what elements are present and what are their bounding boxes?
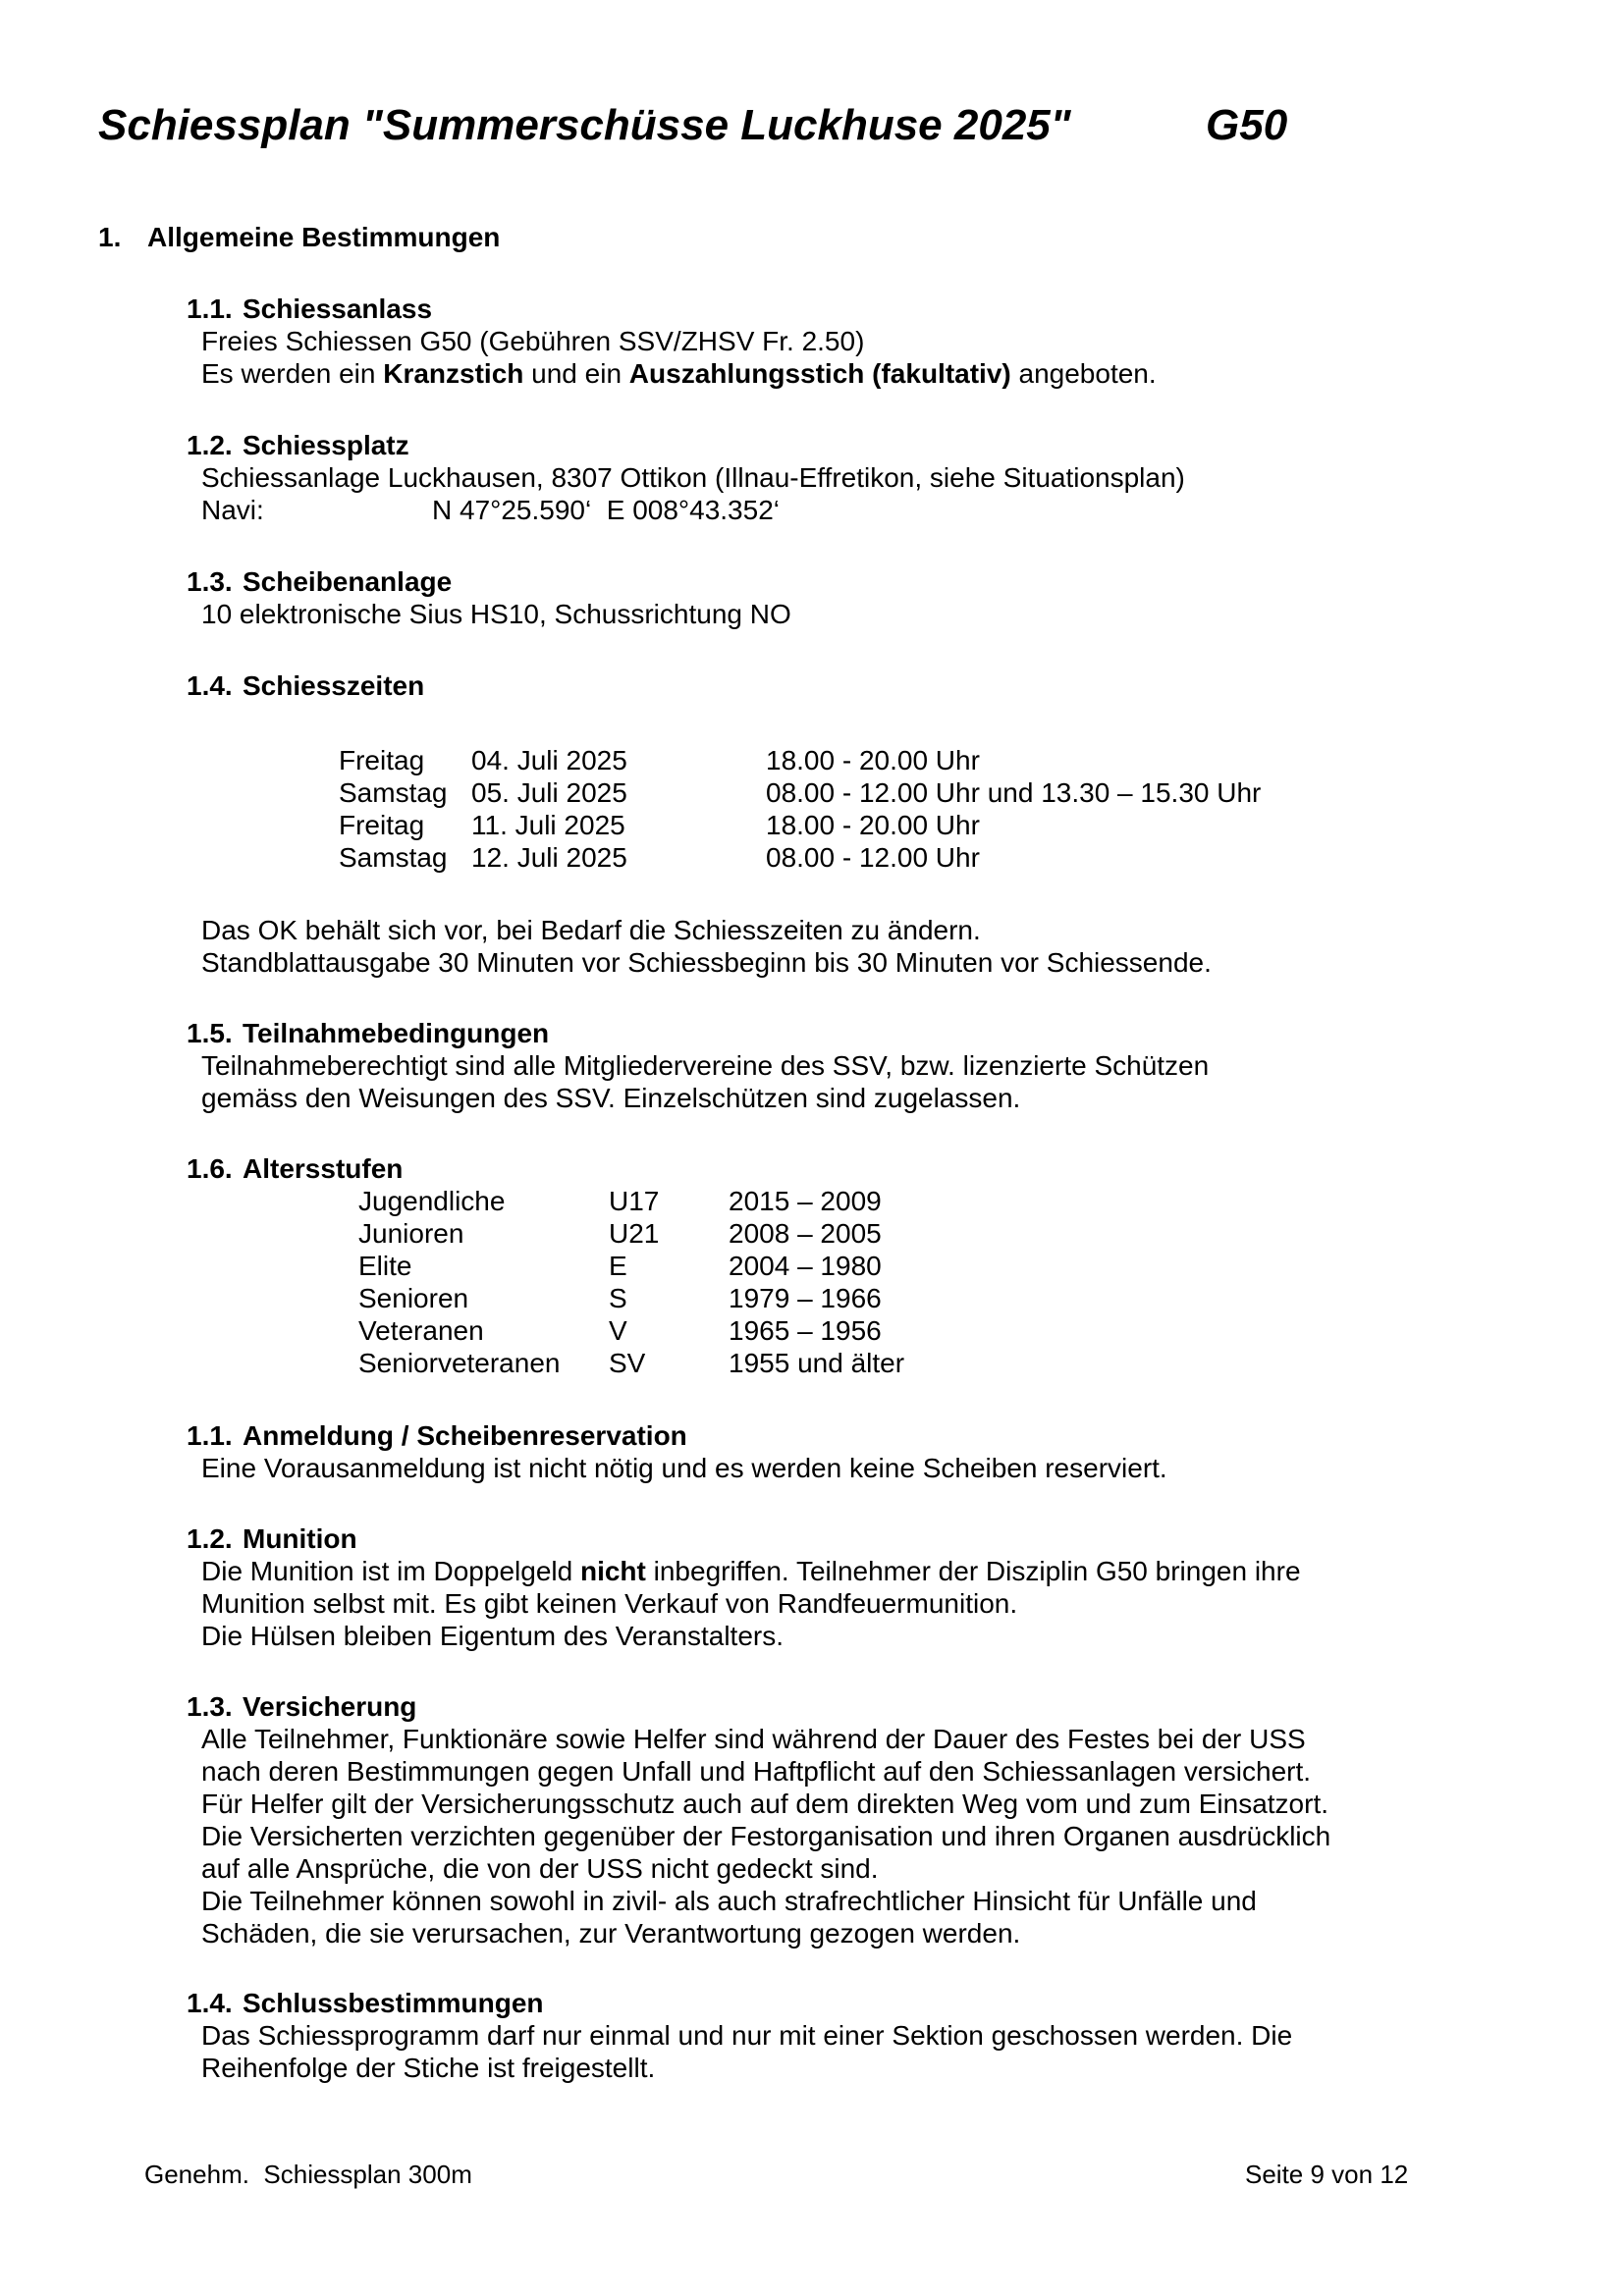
section-body — [201, 325, 1624, 390]
section-title: Teilnahmebedingungen — [243, 1018, 550, 1048]
body-line — [201, 1555, 1624, 1587]
page-title: Schiessplan "Summerschüsse Luckhuse 2025" — [98, 101, 1071, 149]
footer-approval-note: Genehm. Schiessplan 300m — [144, 2160, 472, 2189]
age-label-cell: Senioren — [358, 1283, 469, 1313]
footer-page-number: Seite 9 von 12 — [1245, 2160, 1409, 2189]
age-label-cell: Jugendliche — [358, 1186, 506, 1216]
body-line: nach deren Bestimmungen gegen Unfall und Haftpflicht auf den Schiessanlagen versichert. — [201, 1756, 1312, 1787]
navi-row — [201, 494, 1624, 526]
section-schlussbestimmungen — [0, 1987, 1624, 2084]
day-cell: Samstag — [339, 777, 448, 808]
age-label-cell: Junioren — [358, 1218, 464, 1249]
section-schiessplatz — [0, 429, 1624, 526]
day-cell: Freitag — [339, 745, 425, 775]
age-code-cell: V — [609, 1315, 627, 1346]
age-code-cell: U17 — [609, 1186, 660, 1216]
section-number: 1.2. — [187, 430, 233, 460]
section-body — [201, 598, 1624, 630]
section-number: 1.5. — [187, 1018, 233, 1048]
age-groups-table — [358, 1185, 1624, 1379]
section-teilnahmebedingungen — [0, 1017, 1624, 1114]
age-label-cell: Seniorveteranen — [358, 1348, 561, 1378]
date-cell: 11. Juli 2025 — [471, 810, 625, 840]
body-line: Für Helfer gilt der Versicherungsschutz auch auf dem direkten Weg vom und zum Einsatzort. — [201, 1789, 1329, 1819]
body-line: Die Teilnehmer können sowohl in zivil- als auch strafrechtlicher Hinsicht für Unfälle und — [201, 1886, 1257, 1916]
body-line: Schäden, die sie verursachen, zur Verantwortung gezogen werden. — [201, 1918, 1021, 1949]
section-body — [201, 1555, 1624, 1652]
section-schiesszeiten — [0, 669, 1624, 979]
main-heading — [98, 221, 1624, 253]
text-run: Die Munition ist im Doppelgeld — [201, 1556, 580, 1586]
text-run: inbegriffen. Teilnehmer der Disziplin G50 bringen ihre — [645, 1556, 1301, 1586]
section-number: 1.3. — [187, 1691, 233, 1722]
navi-label: Navi: — [201, 495, 264, 525]
section-title: Anmeldung / Scheibenreservation — [243, 1420, 687, 1451]
section-number: 1.6. — [187, 1153, 233, 1184]
schedule-notes — [201, 914, 1624, 979]
main-heading-number: 1. — [98, 222, 122, 252]
section-number: 1.3. — [187, 566, 233, 597]
body-line: Schiessanlage Luckhausen, 8307 Ottikon (Illnau-Effretikon, siehe Situationsplan) — [201, 462, 1185, 493]
section-body — [201, 2019, 1624, 2084]
section-heading — [187, 1987, 1624, 2019]
age-group-row — [358, 1250, 1624, 1282]
age-years-cell: 1955 und älter — [729, 1348, 905, 1378]
body-line: Alle Teilnehmer, Funktionäre sowie Helfer sind während der Dauer des Festes bei der USS — [201, 1724, 1306, 1754]
navi-coordinates: N 47°25.590‘ E 008°43.352‘ — [432, 495, 780, 525]
section-heading — [187, 429, 1624, 461]
body-line: Eine Vorausanmeldung ist nicht nötig und es werden keine Scheiben reserviert. — [201, 1453, 1167, 1483]
date-cell: 04. Juli 2025 — [471, 745, 627, 775]
body-line: Das Schiessprogramm darf nur einmal und nur mit einer Sektion geschossen werden. Die — [201, 2020, 1293, 2051]
body-line: 10 elektronische Sius HS10, Schussrichtung NO — [201, 599, 791, 629]
body-line: Reihenfolge der Stiche ist freigestellt. — [201, 2053, 656, 2083]
schedule-row — [339, 776, 1624, 809]
bold-run: Kranzstich — [383, 358, 524, 389]
text-run: Es werden ein — [201, 358, 384, 389]
age-label-cell: Elite — [358, 1251, 412, 1281]
age-years-cell: 1965 – 1956 — [729, 1315, 882, 1346]
body-line: Freies Schiessen G50 (Gebühren SSV/ZHSV Fr. 2.50) — [201, 326, 865, 356]
age-years-cell: 2004 – 1980 — [729, 1251, 882, 1281]
body-line: Die Hülsen bleiben Eigentum des Veranstalters. — [201, 1621, 785, 1651]
section-scheibenanlage — [0, 565, 1624, 630]
time-cell: 08.00 - 12.00 Uhr — [766, 842, 980, 873]
section-title: Schiesszeiten — [243, 670, 425, 701]
section-heading — [187, 1690, 1624, 1723]
age-group-row — [358, 1347, 1624, 1379]
bold-run: nicht — [579, 1556, 646, 1586]
age-years-cell: 2008 – 2005 — [729, 1218, 882, 1249]
body-line — [201, 357, 1624, 390]
schedule-row — [339, 841, 1624, 874]
time-cell: 18.00 - 20.00 Uhr — [766, 745, 980, 775]
body-line: gemäss den Weisungen des SSV. Einzelschützen sind zugelassen. — [201, 1083, 1021, 1113]
body-line: Standblattausgabe 30 Minuten vor Schiessbeginn bis 30 Minuten vor Schiessende. — [201, 947, 1212, 978]
age-code-cell: E — [609, 1251, 627, 1281]
age-code-cell: SV — [609, 1348, 646, 1378]
section-number: 1.4. — [187, 670, 233, 701]
bold-run: Auszahlungsstich (fakultativ) — [628, 358, 1011, 389]
main-heading-label: Allgemeine Bestimmungen — [147, 222, 501, 252]
schedule-row — [339, 809, 1624, 841]
section-number: 1.4. — [187, 1988, 233, 2018]
section-title: Scheibenanlage — [243, 566, 453, 597]
section-number: 1.1. — [187, 294, 233, 324]
time-cell: 18.00 - 20.00 Uhr — [766, 810, 980, 840]
body-line: Munition selbst mit. Es gibt keinen Verkauf von Randfeuermunition. — [201, 1588, 1018, 1619]
section-number: 1.2. — [187, 1523, 233, 1554]
age-group-row — [358, 1314, 1624, 1347]
section-versicherung — [0, 1690, 1624, 1949]
section-title: Munition — [243, 1523, 357, 1554]
age-group-row — [358, 1185, 1624, 1217]
discipline-code: G50 — [1206, 101, 1288, 149]
section-title: Schiessanlass — [243, 294, 433, 324]
section-schiessanlass — [0, 293, 1624, 390]
body-line: Teilnahmeberechtigt sind alle Mitgliedervereine des SSV, bzw. lizenzierte Schützen — [201, 1050, 1210, 1081]
section-munition — [0, 1522, 1624, 1652]
section-title: Altersstufen — [243, 1153, 404, 1184]
schedule-row — [339, 744, 1624, 776]
day-cell: Freitag — [339, 810, 425, 840]
section-title: Schiessplatz — [243, 430, 409, 460]
time-cell: 08.00 - 12.00 Uhr und 13.30 – 15.30 Uhr — [766, 777, 1262, 808]
section-heading — [187, 1152, 1624, 1185]
age-years-cell: 2015 – 2009 — [729, 1186, 882, 1216]
text-run: angeboten. — [1010, 358, 1157, 389]
section-title: Schlussbestimmungen — [243, 1988, 544, 2018]
age-code-cell: S — [609, 1283, 627, 1313]
section-heading — [187, 565, 1624, 598]
section-body — [201, 1452, 1624, 1484]
age-label-cell: Veteranen — [358, 1315, 484, 1346]
section-heading — [187, 293, 1624, 325]
section-number: 1.1. — [187, 1420, 233, 1451]
section-body — [201, 1723, 1624, 1949]
section-heading — [187, 1419, 1624, 1452]
age-years-cell: 1979 – 1966 — [729, 1283, 882, 1313]
date-cell: 12. Juli 2025 — [471, 842, 627, 873]
section-heading — [187, 1522, 1624, 1555]
section-anmeldung — [0, 1419, 1624, 1484]
body-line: auf alle Ansprüche, die von der USS nicht gedeckt sind. — [201, 1853, 879, 1884]
body-line: Das OK behält sich vor, bei Bedarf die Schiesszeiten zu ändern. — [201, 915, 981, 945]
title-row — [98, 0, 1624, 152]
section-body — [201, 1049, 1624, 1114]
body-line: Die Versicherten verzichten gegenüber der Festorganisation und ihren Organen ausdrücklich — [201, 1821, 1331, 1851]
age-group-row — [358, 1217, 1624, 1250]
day-cell: Samstag — [339, 842, 448, 873]
section-heading — [187, 1017, 1624, 1049]
text-run: und ein — [523, 358, 629, 389]
shooting-times-table — [339, 744, 1624, 874]
age-group-row — [358, 1282, 1624, 1314]
date-cell: 05. Juli 2025 — [471, 777, 627, 808]
section-altersstufen — [0, 1152, 1624, 1379]
age-code-cell: U21 — [609, 1218, 660, 1249]
section-title: Versicherung — [243, 1691, 417, 1722]
section-body — [201, 461, 1624, 526]
section-heading — [187, 669, 1624, 702]
